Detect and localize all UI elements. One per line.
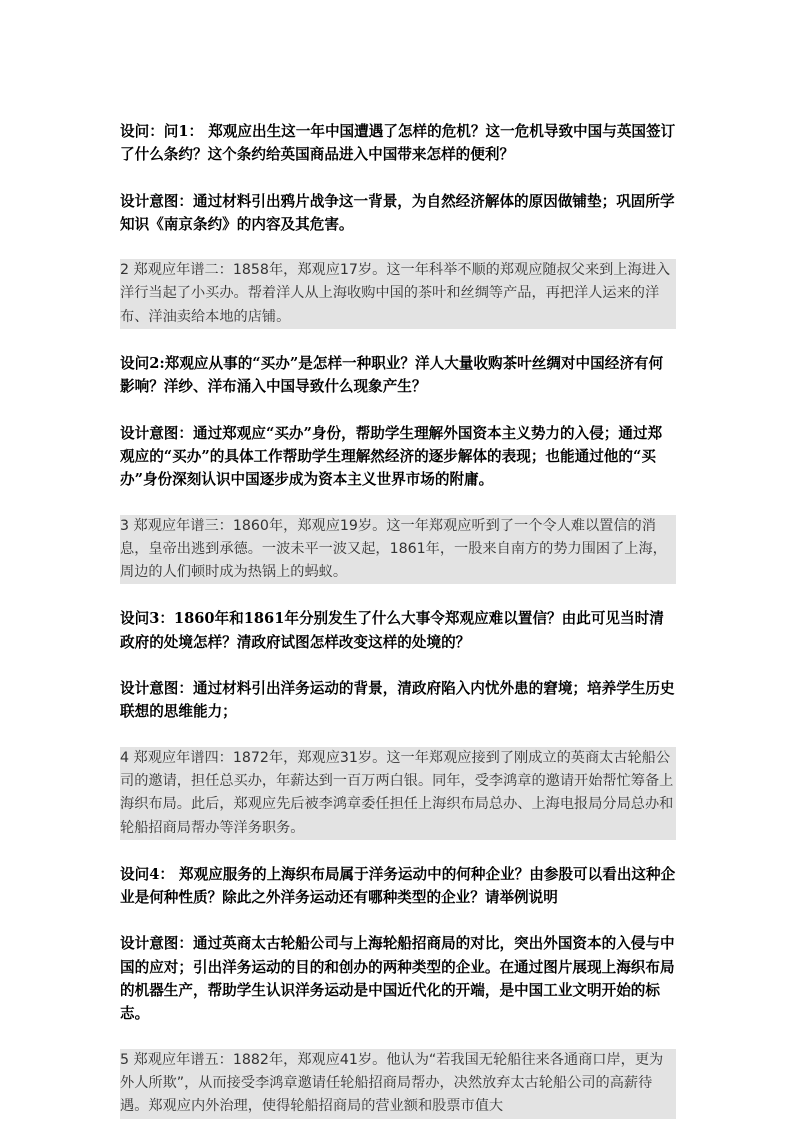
question-2 (120, 352, 676, 399)
question-3 (120, 607, 676, 654)
chronicle-3-text: 3 郑观应年谱三：1860年，郑观应19岁。这一年郑观应听到了一个令人难以置信的消息，皇帝出逃到承德。一波未平一波又起，1861年，一股来自南方的势力围困了上海，周边的人们顿时成为热锅上的蚂蚁。 (120, 515, 676, 585)
chronicle-2 (120, 259, 676, 329)
question-1-text: 设问：问1： 郑观应出生这一年中国遭遇了怎样的危机？这一危机导致中国与英国签订了什么条约？这个条约给英国商品进入中国带来怎样的便利？ (120, 123, 676, 164)
question-4-text: 设问4： 郑观应服务的上海织布局属于洋务运动中的何种企业？由参股可以看出这种企业是何种性质？除此之外洋务运动还有哪种类型的企业？请举例说明 (120, 865, 676, 907)
chronicle-2-text: 2 郑观应年谱二：1858年，郑观应17岁。这一年科举不顺的郑观应随叔父来到上海进入洋行当起了小买办。帮着洋人从上海收购中国的茶叶和丝绸等产品，再把洋人运来的洋布、洋油卖给本地的店铺。 (120, 259, 676, 329)
design-intent-4 (120, 932, 676, 1025)
design-intent-3-text: 设计意图：通过材料引出洋务运动的背景，清政府陷入内忧外患的窘境；培养学生历史联想的思维能力； (120, 680, 675, 721)
design-intent-2 (120, 422, 676, 492)
design-intent-1 (120, 190, 676, 237)
chronicle-5 (120, 1049, 676, 1119)
question-1 (120, 120, 676, 167)
design-intent-4-text: 设计意图：通过英商太古轮船公司与上海轮船招商局的对比，突出外国资本的入侵与中国的应对；引出洋务运动的目的和创办的两种类型的企业。在通过图片展现上海织布局的机器生产，帮助学生认识洋务运动是中国近代化的开端，是中国工业文明开始的标志。 (120, 935, 675, 1023)
question-2-text: 设问2:郑观应从事的“买办”是怎样一种职业？洋人大量收购茶叶丝绸对中国经济有何影响？洋纱、洋布涌入中国导致什么现象产生？ (120, 355, 664, 396)
question-3-text: 设问3：1860年和1861年分别发生了什么大事令郑观应难以置信？由此可见当时清政府的处境怎样？清政府试图怎样改变这样的处境的？ (120, 610, 664, 651)
chronicle-4-text: 4 郑观应年谱四：1872年，郑观应31岁。这一年郑观应接到了刚成立的英商太古轮船公司的邀请，担任总买办，年薪达到一百万两白银。同年，受李鸿章的邀请开始帮忙筹备上海织布局。此后，郑观应先后被李鸿章委任担任上海织布局总办、上海电报局分局总办和轮船招商局帮办等洋务职务。 (120, 747, 676, 840)
design-intent-2-text: 设计意图：通过郑观应“买办”身份，帮助学生理解外国资本主义势力的入侵；通过郑观应的“买办”的具体工作帮助学生理解然经济的逐步解体的表现；也能通过他的“买办”身份深刻认识中国逐步成为资本主义世界市场的附庸。 (120, 424, 663, 489)
chronicle-3 (120, 515, 676, 585)
chronicle-4 (120, 747, 676, 840)
design-intent-1-text: 设计意图：通过材料引出鸦片战争这一背景，为自然经济解体的原因做铺垫；巩固所学知识《南京条约》的内容及其危害。 (120, 192, 675, 233)
chronicle-5-text: 5 郑观应年谱五：1882年，郑观应41岁。他认为“若我国无轮船往来各通商口岸，更为外人所欺”，从而接受李鸿章邀请任轮船招商局帮办，决然放弃太古轮船公司的高薪待遇。郑观应内外治理，使得轮船招商局的营业额和股票市值大 (120, 1049, 676, 1119)
design-intent-3 (120, 677, 676, 724)
question-4 (120, 863, 676, 910)
